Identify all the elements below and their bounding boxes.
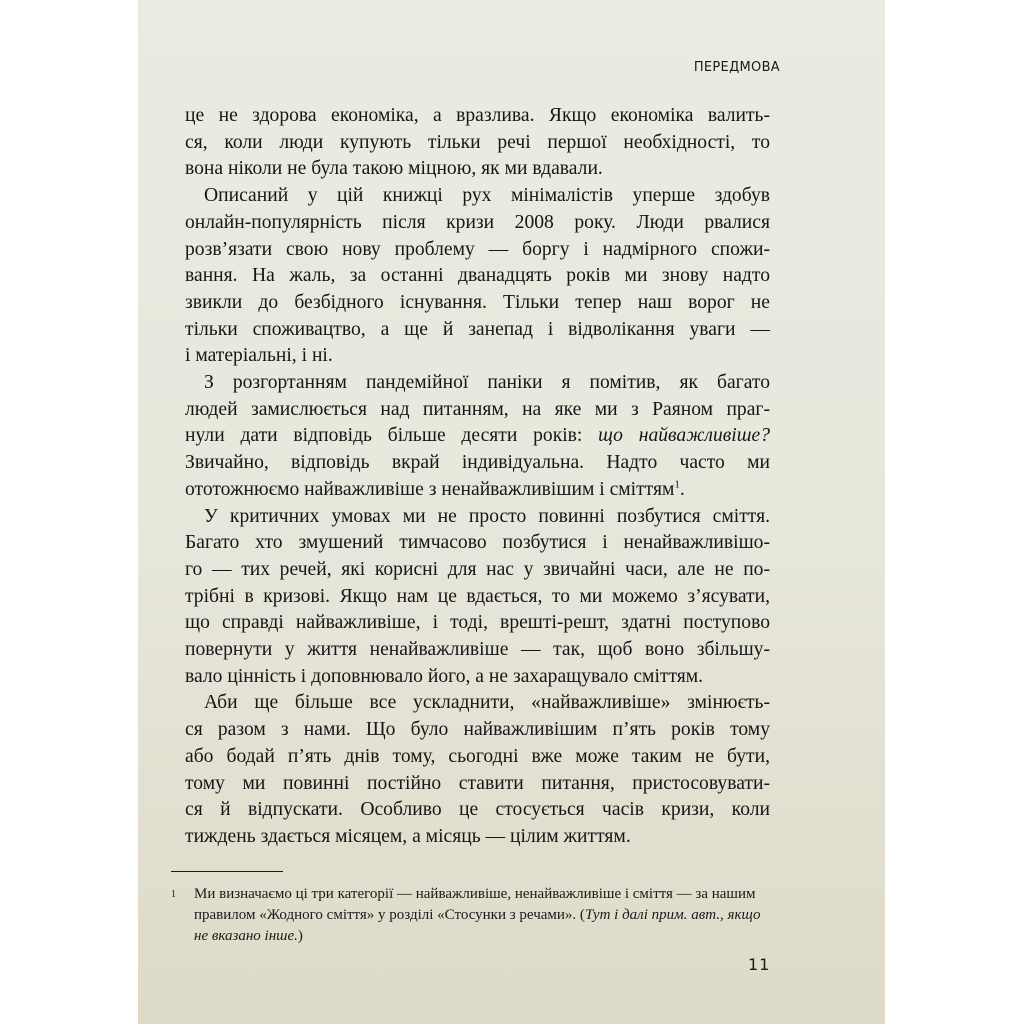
footnote-text xyxy=(194,884,771,947)
text-segment: ототожнюємо найважливіше з ненайважливішим і сміттям xyxy=(185,478,675,500)
footnote-reference[interactable]: 1 xyxy=(674,478,680,491)
page-number: 11 xyxy=(748,955,771,974)
footnote-italic-note: Тут і далі прим. авт., якщо не вказано інше. xyxy=(194,907,761,944)
footnote-text-part: ) xyxy=(297,928,303,944)
text-line: трібні в кризові. Якщо нам це вдається, то ми можемо з’ясувати, xyxy=(185,585,770,607)
book-page xyxy=(138,0,885,1024)
footnote-divider xyxy=(171,871,283,872)
footnote xyxy=(171,884,771,947)
text-line: Звичайно, відповідь вкрай індивідуальна. Надто часто ми xyxy=(185,452,770,474)
italic-question: що найважливіше? xyxy=(598,425,771,447)
text-line xyxy=(185,423,770,450)
paragraph-4 xyxy=(185,504,770,691)
footnote-text-part: Ми визначаємо ці три категорії — найважливіше, ненайважливіше і сміття — за нашим правилом «Жодного сміття» у розділі «Стосунки з речами». ( xyxy=(194,886,756,923)
text-line: людей замислюється над питанням, на яке ми з Раяном праг- xyxy=(185,398,770,420)
text-line: це не здорова економіка, а вразлива. Якщо економіка валить- xyxy=(185,105,770,126)
text-line: розв’язати свою нову проблему — боргу і надмірного спожи- xyxy=(185,238,770,260)
text-line: онлайн-популярність після кризи 2008 року. Люди рвалися xyxy=(185,211,770,233)
paragraph-5 xyxy=(185,690,770,850)
text-line: тільки споживацтво, а ще й занепад і відволікання уваги — xyxy=(185,318,770,340)
text-line: Багато хто змушений тимчасово позбутися і ненайважливішо- xyxy=(185,532,770,554)
text-line: Описаний у цій книжці рух мінімалістів уперше здобув xyxy=(204,185,770,207)
text-line: У критичних умовах ми не просто повинні позбутися сміття. xyxy=(204,505,770,527)
text-line: що справді найважливіше, і тоді, врешті-решт, здатні поступово xyxy=(185,612,770,634)
body-text xyxy=(185,103,770,851)
text-line: вона ніколи не була такою міцною, як ми вдавали. xyxy=(185,158,603,180)
text-line: Аби ще більше все ускладнити, «найважливіше» змінюєть- xyxy=(204,692,770,714)
text-line: ся разом з нами. Що було найважливішим п’ять років тому xyxy=(185,719,770,741)
running-head: ПЕРЕДМОВА xyxy=(693,60,780,75)
text-line: ототожнюємо найважливіше з ненайважливішим і сміттям$^1$. xyxy=(185,478,685,500)
paragraph-1 xyxy=(185,103,770,183)
text-line: звикли до безбідного існування. Тільки тепер наш ворог не xyxy=(185,291,770,313)
text-line: З розгортанням пандемійної паніки я помітив, як багато xyxy=(204,372,770,394)
paragraph-2 xyxy=(185,183,770,370)
text-line: повернути у життя ненайважливіше — так, щоб воно збільшу- xyxy=(185,639,770,661)
text-line: ся й відпускати. Особливо це стосується часів кризи, коли xyxy=(185,799,770,821)
paragraph-3 xyxy=(185,370,770,504)
text-segment: нули дати відповідь більше десяти років: xyxy=(185,425,599,447)
text-line: тиждень здається місяцем, а місяць — цілим життям. xyxy=(185,825,631,847)
text-line: або бодай п’ять днів тому, сьогодні вже може таким не бути, xyxy=(185,745,770,767)
footnote-number: 1 xyxy=(171,889,176,900)
text-line: ся, коли люди купують тільки речі першої необхідності, то xyxy=(185,131,770,153)
text-line: тому ми повинні постійно ставити питання, пристосовувати- xyxy=(185,772,770,794)
text-line: вання. На жаль, за останні дванадцять років ми знову надто xyxy=(185,265,770,287)
text-line: і матеріальні, і ні. xyxy=(185,345,333,367)
text-line: вало цінність і доповнювало його, а не захаращувало сміттям. xyxy=(185,665,704,687)
text-line: го — тих речей, які корисні для нас у звичайні часи, але не по- xyxy=(185,558,770,580)
